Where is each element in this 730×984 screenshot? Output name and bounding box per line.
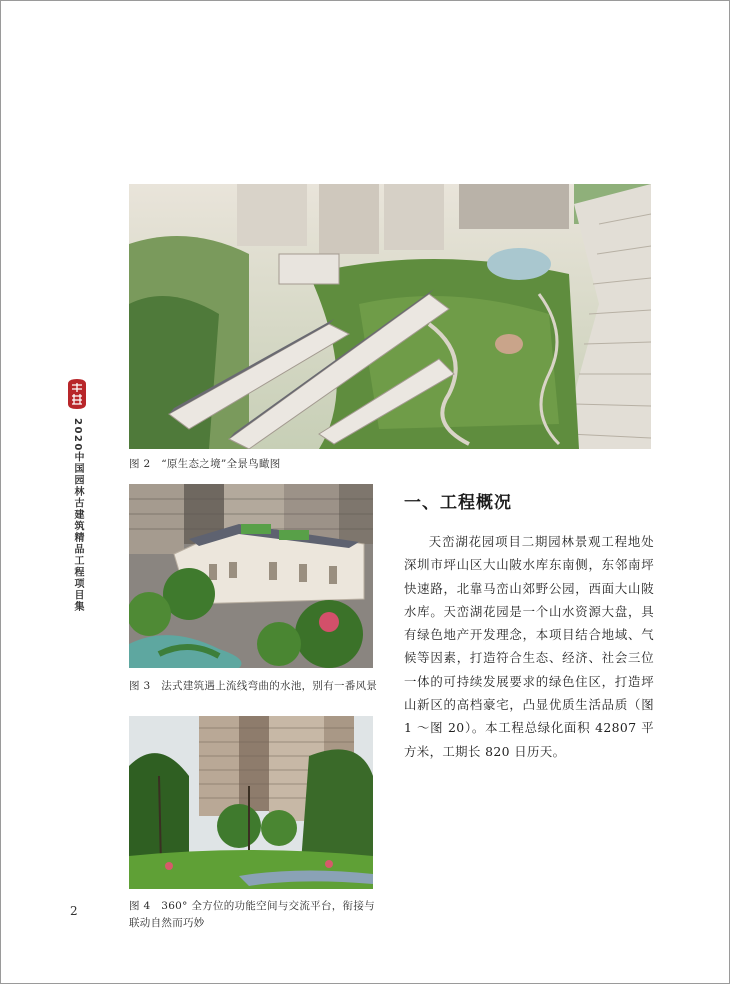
figure-3-clubhouse-photo <box>129 484 373 668</box>
seal-icon <box>66 378 88 410</box>
figure-3-caption: 图 3 法式建筑遇上流线弯曲的水池，别有一番风景 <box>129 680 378 692</box>
section-body: 天峦湖花园项目二期园林景观工程地处深圳市坪山区大山陂水库东南侧，东邻南坪快速路，北靠马峦山郊野公园，西面大山陂水库。天峦湖花园是一个山水资源大盘，具有绿色地产开发理念，本项目结合地域、气候等因素，打造符合生态、经济、社会三位一体的可持续发展要求的绿色住区，打造坪山新区的高档豪宅，凸显优质生活品质（图 1 ～图 20）。本工程总绿化面积 42807 平方米，工期长 820 日历天。 <box>404 534 654 759</box>
section-title: 一、工程概况 <box>404 493 512 513</box>
figure-2-aerial-photo <box>129 184 651 449</box>
figure-2-caption: 图 2 “原生态之境”全景鸟瞰图 <box>129 458 281 470</box>
figure-4-caption: 图 4 360° 全方位的功能空间与交流平台，衔接与联动自然而巧妙 <box>129 900 375 929</box>
figure-4-garden-photo <box>129 716 373 889</box>
series-title: 2020中国园林古建筑精品工程项目集 <box>72 418 83 613</box>
page-number: 2 <box>70 904 78 918</box>
